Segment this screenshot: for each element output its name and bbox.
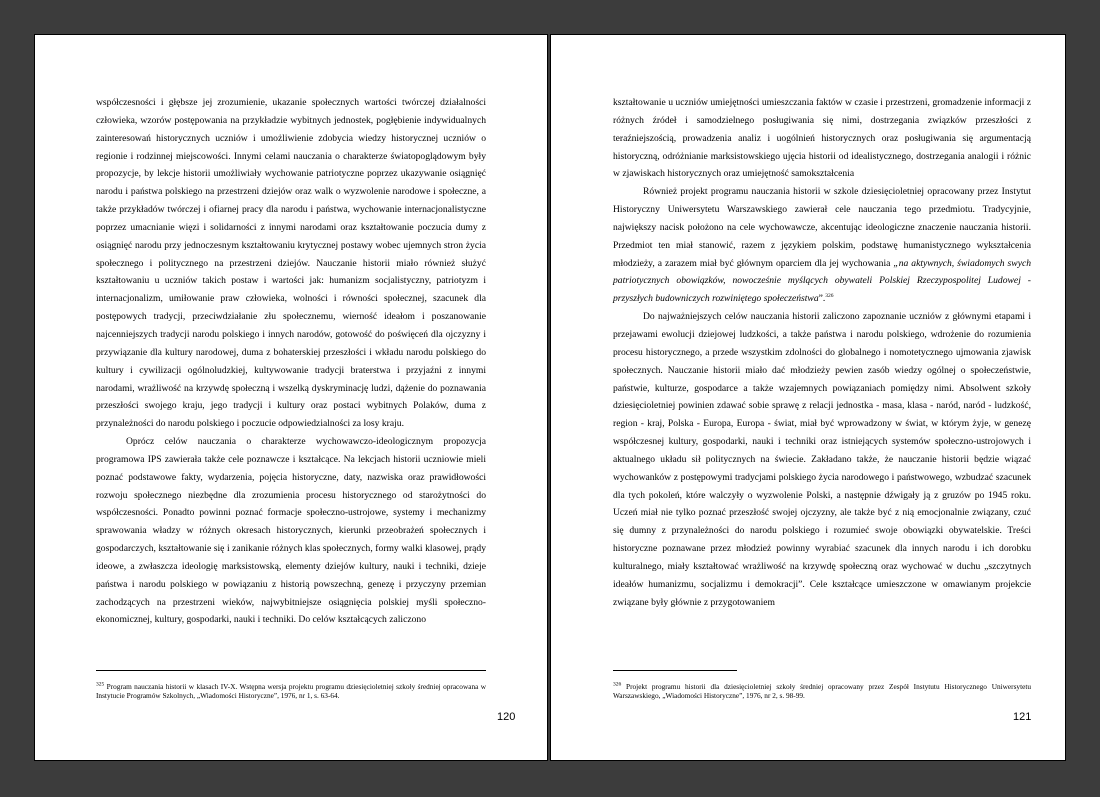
right-footnote [613,682,1031,700]
right-paragraph-2 [613,183,1031,308]
page-number: 120 [497,711,516,723]
right-page [550,34,1066,761]
right-paragraph-1: kształtowanie u uczniów umiejętności umieszczania faktów w czasie i przestrzeni, gromadzenie informacji z różnych źródeł i samodzielnego posługiwania się nimi, dostrzegania związków przeszłości z teraźniejszością, prowadzenia analiz i uogólnień historycznych oraz posługiwania się argumentacją historyczną, odróżnianie marksistowskiego ujęcia historii od idealistycznego, dostrzegania analogii i różnic w zjawiskach historycznych oraz umiejętność samokształcenia [613,97,1031,180]
footnote-number: 326 [613,681,622,688]
footnote-separator [613,670,737,671]
footnote-separator [96,670,486,671]
quotation: „na aktywnych, świadomych swych patriotycznych obowiązków, nowocześnie myślących obywateli Polskiej Rzeczypospolitej Ludowej - przyszłych budowniczych rozwiniętego społeczeństwa [613,257,1032,305]
left-paragraph-1: współczesności i głębsze jej zrozumienie, ukazanie społecznych wartości twórczej działalności człowieka, wzorów postępowania na przykładzie wybitnych jednostek, pogłębienie indywidualnych zainteresowań historycznych uczniów i umożliwienie zdobycia wiedzy historycznej uczniów o regionie i rodzinnej miejscowości. Innymi celami nauczania o charakterze światopoglądowym były propozycje, by lekcje historii umożliwiały wychowanie patriotyczne poprzez ukazywanie osiągnięć narodu i państwa polskiego na przestrzeni dziejów oraz walk o wyzwolenie narodowe i społeczne, a także przykładów twórczej i ofiarnej pracy dla narodu i państwa, wychowanie internacjonalistyczne poprzez umacnianie więzi i solidarności z innymi narodami oraz kształtowanie poczucia dumy z osiągnięć narodu przy jednoczesnym kształtowaniu krytycznej postawy wobec ujemnych stron życia społecznego i politycznego na przestrzeni dziejów. Nauczanie historii miało również służyć kształtowaniu u uczniów takich postaw i wartości jak: humanizm socjalistyczny, patriotyzm i internacjonalizm, umiłowanie praw człowieka, wolności i równości społecznej, szacunek dla postępowych tradycji, przeciwdziałanie złu społecznemu, wierność ideałom i poszanowanie najcenniejszych tradycji narodu polskiego i innych narodów, gotowość do poświęceń dla ojczyzny i przywiązanie dla kultury narodowej, duma z bohaterskiej przeszłości i wkładu narodu polskiego do kultury i cywilizacji ogólnoludzkiej, kultywowanie tradycji braterstwa i przyjaźni z innymi narodami, wrażliwość na krzywdę społeczną i wszelką dyskryminację ludzi, dążenie do poznawania przeszłości swojego kraju, jego tradycji i kultury oraz postaci wybitnych Polaków, duma z przynależności do narodu polskiego i poczucie odpowiedzialności za losy kraju. [96,97,486,430]
footnote-number: 325 [96,681,105,688]
right-paragraph-3: Do najważniejszych celów nauczania historii zaliczono zapoznanie uczniów z głównymi etapami i przejawami ewolucji dziejowej ludzkości, a także państwa i narodu polskiego, wdrożenie do rozumienia procesu historycznego, a przede wszystkim zdolności do globalnego i nomotetycznego ujmowania zjawisk społecznych. Nauczanie historii miało dać młodzieży pewien zasób wiedzy ogólnej o społeczeństwie, państwie, kulturze, gospodarce a także wzajemnych powiązaniach pomiędzy nimi. Absolwent szkoły dziesięcioletniej powinien zdawać sobie sprawę z relacji jednostka - masa, klasa - naród, naród - ludzkość, region - kraj, Polska - Europa, Europa - świat, miał być wprowadzony w świat, w którym żyje, w genezę współczesnej kultury, gospodarki, nauki i techniki oraz istniejących systemów społeczno-ustrojowych i aktualnego układu sił politycznych na świecie. Zakładano także, że nauczanie historii będzie wiązać wychowanków z postępowymi tradycjami polskiego życia narodowego i państwowego, wzbudzać szacunek dla tych pokoleń, które walczyły o wyzwolenie Polski, a następnie dźwigały ją z gruzów po 1945 roku. Uczeń miał nie tylko poznać przeszłość swojej ojczyzny, ale także być z nią emocjonalnie związany, czuć się dumny z przynależności do narodu polskiego i rozumieć swoje obowiązki obywatelskie. Treści historyczne poznawane przez młodzież powinny wyrabiać szacunek dla innych narodu i ich dorobku kulturalnego, miały kształtować wrażliwość na krzywdę społeczną oraz wychować w duchu „szczytnych ideałów humanizmu, socjalizmu i demokracji”. Cele kształcące umieszczone w omawianym projekcie związane były głównie z przygotowaniem [613,311,1031,608]
right-page-body [613,94,1031,611]
left-paragraph-2: Oprócz celów nauczania o charakterze wychowawczo-ideologicznym propozycja programowa IPS zawierała także cele poznawcze i kształcące. Na lekcjach historii uczniowie mieli poznać podstawowe fakty, wydarzenia, pojęcia historyczne, daty, nazwiska oraz prawidłowości rozwoju społecznego niezbędne dla zrozumienia procesu historycznego od starożytności do współczesności. Ponadto powinni poznać formacje społeczno-ustrojowe, systemy i mechanizmy sprawowania władzy w różnych okresach historycznych, kierunki przeobrażeń społecznych i gospodarczych, kształtowanie się i zanikanie różnych klas społecznych, formy walki klasowej, prądy ideowe, a zwłaszcza ideologię marksistowską, elementy dziejów kultury, nauki i techniki, dzieje państwa i narodu polskiego w powiązaniu z historią powszechną, genezę i przyczyny przemian zachodzących na przestrzeni wieków, najwybitniejsze osiągnięcia polskiej myśli społeczno-ekonomicznej, kultury, gospodarki, nauki i techniki. Do celów kształcących zaliczono [96,436,486,626]
footnote-reference: 326 [825,293,834,300]
quotation-close: ”. [818,293,826,305]
footnote-text: Program nauczania historii w klasach IV-X. Wstępna wersja projektu programu dziesięcioletniej szkoły średniej opracowana w Instytucie Programów Szkolnych, „Wiadomości Historyczne”, 1976, nr 1, s. 63-64. [96,682,487,700]
left-footnote [96,682,486,700]
left-page-body [96,94,486,629]
page-number: 121 [1013,711,1032,723]
footnote-text: Projekt programu historii dla dziesięcioletniej szkoły średniej opracowany przez Zespół Instytutu Historycznego Uniwersytetu Warszawskiego, „Wiadomości Historyczne”, 1976, nr 2, s. 98-99. [613,682,1032,700]
paragraph-text: Również projekt programu nauczania historii w szkole dziesięcioletniej opracowany przez Instytut Historyczny Uniwersytetu Warszawskiego zawierał cele nauczania tego przedmiotu. Tradycyjnie, największy nacisk położono na cele wychowawcze, akcentując ideologiczne znaczenie nauczania historii. Przedmiot ten miał stanowić, razem z językiem polskim, podstawę humanistycznego wykształcenia młodzieży, a zarazem miał być głównym oparciem dla jej wychowania [613,186,1031,269]
left-page [34,34,548,761]
